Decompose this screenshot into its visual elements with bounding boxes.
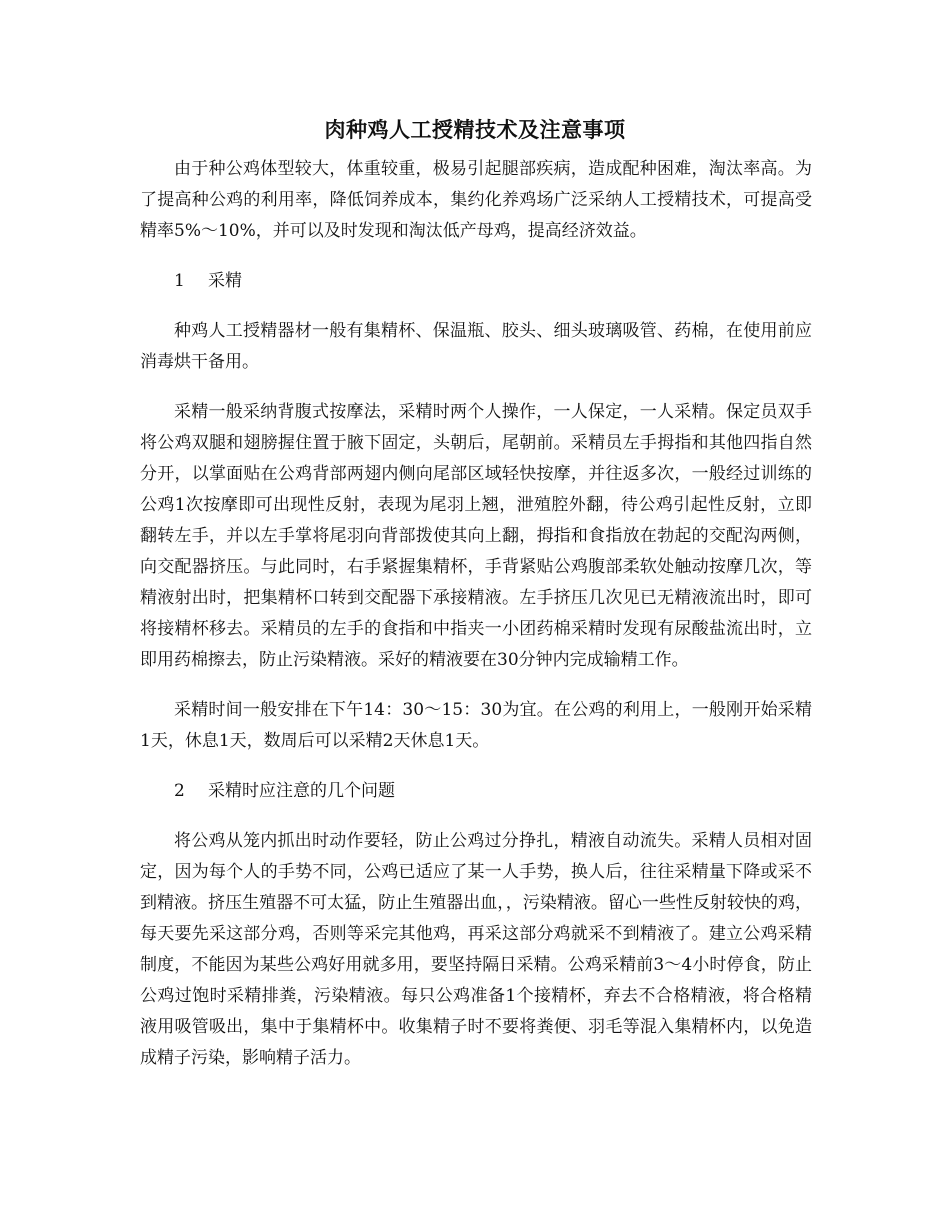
section-title: 采精 (208, 271, 242, 291)
section-number: 1 (174, 271, 185, 291)
section-heading-2 (140, 776, 812, 807)
intro-paragraph: 由于种公鸡体型较大，体重较重，极易引起腿部疾病，造成配种困难，淘汰率高。为了提高种公鸡的利用率，降低饲养成本，集约化养鸡场广泛采纳人工授精技术，可提高受精率5%～10%，并可以及时发现和淘汰低产母鸡，提高经济效益。 (140, 159, 812, 241)
section-number: 2 (174, 781, 185, 801)
document-body (140, 154, 812, 1093)
body-paragraph: 采精一般采纳背腹式按摩法，采精时两个人操作，一人保定，一人采精。保定员双手将公鸡双腿和翅膀握住置于腋下固定，头朝后，尾朝前。采精员左手拇指和其他四指自然分开，以掌面贴在公鸡背部两翅内侧向尾部区域轻快按摩，并往返多次，一般经过训练的公鸡1次按摩即可出现性反射，表现为尾羽上翘，泄殖腔外翻，待公鸡引起性反射，立即翻转左手，并以左手掌将尾羽向背部拨使其向上翻，拇指和食指放在勃起的交配沟两侧，向交配器挤压。与此同时，右手紧握集精杯，手背紧贴公鸡腹部柔软处触动按摩几次，等精液射出时，把集精杯口转到交配器下承接精液。左手挤压几次见已无精液流出时，即可将接精杯移去。采精员的左手的食指和中指夹一小团药棉采精时发现有尿酸盐流出时，立即用药棉擦去，防止污染精液。采好的精液要在30分钟内完成输精工作。 (140, 402, 812, 670)
section-heading-1 (140, 266, 812, 297)
body-paragraph: 将公鸡从笼内抓出时动作要轻，防止公鸡过分挣扎，精液自动流失。采精人员相对固定，因为每个人的手势不同，公鸡已适应了某一人手势，换人后，往往采精量下降或采不到精液。挤压生殖器不可太猛，防止生殖器出血，，污染精液。留心一些性反射较快的鸡，每天要先采这部分鸡，否则等采完其他鸡，再采这部分鸡就采不到精液了。建立公鸡采精制度，不能因为某些公鸡好用就多用，要坚持隔日采精。公鸡采精前3～4小时停食，防止公鸡过饱时采精排粪，污染精液。每只公鸡准备1个接精杯，弃去不合格精液，将合格精液用吸管吸出，集中于集精杯中。收集精子时不要将粪便、羽毛等混入集精杯内，以免造成精子污染，影响精子活力。 (140, 831, 812, 1068)
body-paragraph: 种鸡人工授精器材一般有集精杯、保温瓶、胶头、细头玻璃吸管、药棉，在使用前应消毒烘干备用。 (140, 321, 812, 372)
body-paragraph: 采精时间一般安排在下午14：30～15：30为宜。在公鸡的利用上，一般刚开始采精1天，休息1天，数周后可以采精2天休息1天。 (140, 700, 812, 751)
section-title: 采精时应注意的几个问题 (208, 781, 395, 801)
document-title: 肉种鸡人工授精技术及注意事项 (324, 117, 626, 142)
